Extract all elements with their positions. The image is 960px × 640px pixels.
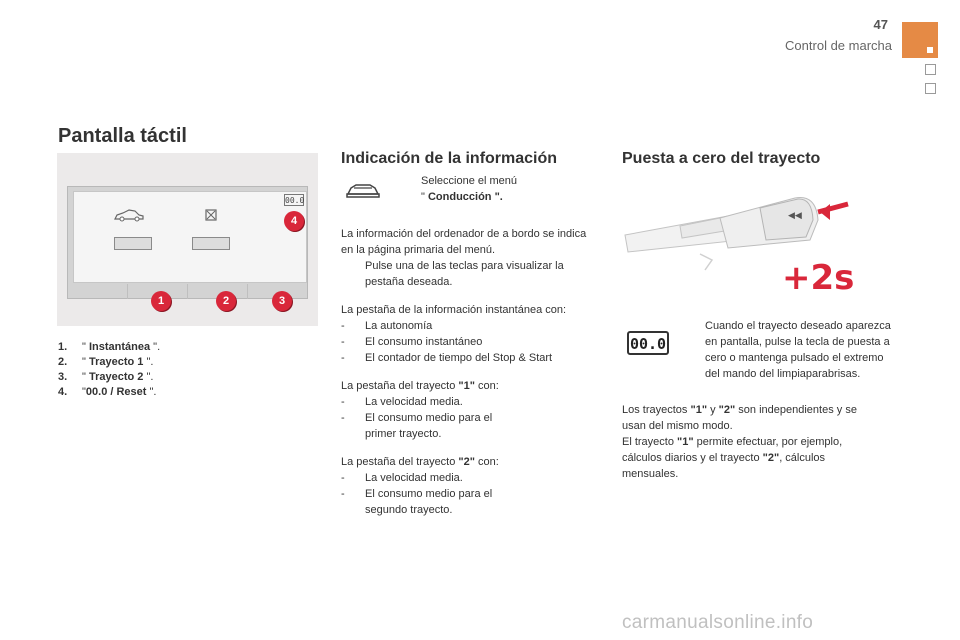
callout-badge-3: 3 — [272, 291, 292, 311]
legend-item: 1. " Instantánea ". — [58, 341, 161, 353]
reset-instruction: Cuando el trayecto deseado aparezca en pantalla, pulse la tecla de puesta a cero o mantenga pulsado el extremo del mando del limpiaparabrisas. — [705, 320, 891, 380]
paragraph: La información del ordenador de a bordo se indica en la página primaria del menú. — [341, 228, 587, 256]
section-tab-empty — [925, 64, 936, 75]
road-icon — [205, 209, 217, 221]
driving-menu-icon — [345, 180, 381, 200]
reset-key-icon: 00.0 — [627, 331, 669, 355]
reset-key: 00.0 — [285, 196, 305, 205]
section-label: Control de marcha — [785, 38, 892, 53]
section-heading-indicacion: Indicación de la información — [341, 150, 558, 167]
callout-badge-2: 2 — [216, 291, 236, 311]
page-title: Pantalla táctil — [58, 125, 187, 147]
hold-two-seconds-label: +2s — [782, 258, 855, 298]
dash-item: - El contador de tiempo del Stop & Start — [341, 352, 553, 364]
display-tile-right — [192, 237, 230, 250]
watermark-footer: carmanualsonline.info — [622, 612, 814, 633]
dash-item: - El consumo instantáneo — [341, 336, 483, 348]
section-tab-active — [902, 22, 938, 58]
display-tile-left — [114, 237, 152, 250]
page-number: 47 — [873, 17, 888, 32]
legend-item: 2. " Trayecto 1 ". — [58, 356, 154, 368]
dash-item: - La velocidad media. — [341, 396, 463, 408]
dash-item: - El consumo medio para el segundo trayecto. — [341, 488, 493, 516]
callout-badge-4: 4 — [284, 211, 304, 231]
section-heading-puesta: Puesta a cero del trayecto — [622, 150, 821, 167]
select-menu-instruction: Seleccione el menú " Conducción ". — [421, 175, 518, 203]
legend-item: 3. " Trayecto 2 ". — [58, 371, 154, 383]
car-icon — [113, 208, 145, 222]
bullet-item: Pulse una de las teclas para visualizar la pestaña deseada. — [365, 260, 564, 288]
puesta-body — [622, 402, 880, 482]
dash-item: - La velocidad media. — [341, 472, 463, 484]
legend-item: 4. "00.0 / Reset ". — [58, 386, 157, 398]
screen-display — [73, 191, 307, 283]
paragraph: La pestaña del trayecto "1" con: — [341, 380, 499, 392]
section-tab-empty — [925, 83, 936, 94]
dash-item: - La autonomía — [341, 320, 433, 332]
paragraph: Los trayectos "1" y "2" son independientes y se usan del mismo modo. — [622, 404, 857, 432]
paragraph: La pestaña del trayecto "2" con: — [341, 456, 499, 468]
indicacion-body — [341, 226, 601, 518]
callout-badge-1: 1 — [151, 291, 171, 311]
svg-text:◀◀: ◀◀ — [788, 211, 802, 221]
dash-item: - El consumo medio para el primer trayecto. — [341, 412, 493, 440]
paragraph: La pestaña de la información instantánea con: — [341, 304, 567, 316]
paragraph: El trayecto "1" permite efectuar, por ejemplo, cálculos diarios y el trayecto "2", cálculos mensuales. — [622, 436, 843, 480]
legend-list — [58, 340, 160, 400]
